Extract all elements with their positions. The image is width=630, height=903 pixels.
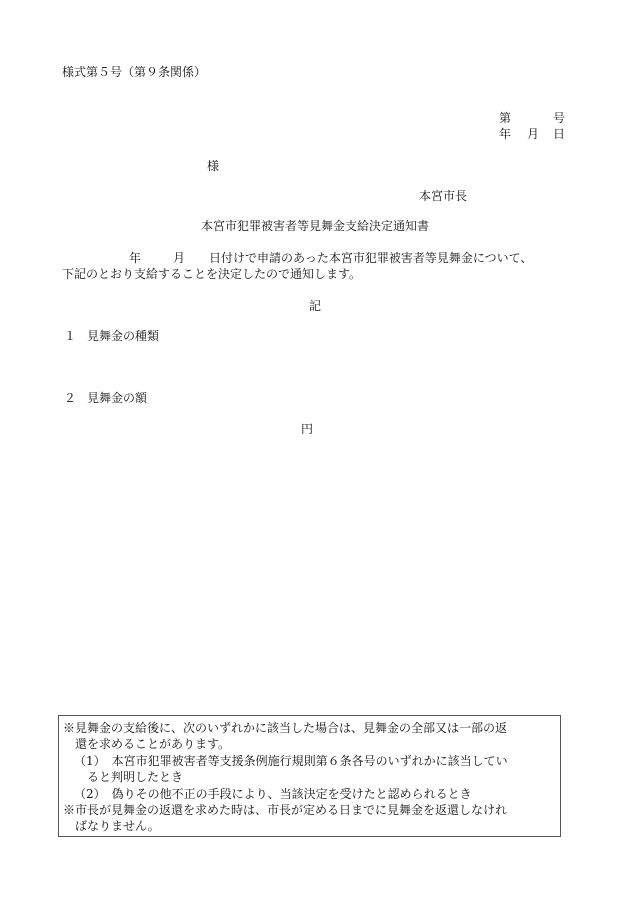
yen-unit: 円	[301, 422, 314, 436]
date-day: 日	[553, 127, 566, 141]
doc-number-go: 号	[553, 111, 566, 125]
date-year: 年	[499, 127, 512, 141]
date-month: 月	[527, 127, 540, 141]
body-month: 月	[173, 251, 186, 265]
item-label-kind: 見舞金の種類	[87, 329, 160, 343]
doc-number-dai: 第	[499, 111, 512, 125]
document-title: 本宮市犯罪被害者等見舞金支給決定通知書	[200, 219, 429, 233]
ki-heading: 記	[308, 299, 321, 313]
body-text: 日付けで申請のあった本宮市犯罪被害者等見舞金について、	[209, 251, 533, 265]
notice-line: 還を求めることがあります。	[75, 737, 231, 751]
item-number: １	[64, 329, 77, 343]
addressee-suffix: 様	[207, 159, 220, 173]
item-label-amount: 見舞金の額	[87, 391, 148, 405]
notice-line: ※見舞金の支給後に、次のいずれかに該当した場合は、見舞金の全部又は一部の返	[63, 721, 508, 735]
notice-line: （2） 偽りその他不正の手段により、当該決定を受けたと認められるとき	[74, 787, 472, 801]
notice-line: ※市長が見舞金の返還を求めた時は、市長が定める日までに見舞金を返還しなけれ	[63, 803, 508, 817]
body-text-line2: 下記のとおり支給することを決定したので通知します。	[62, 267, 362, 281]
issuer: 本宮市長	[419, 189, 468, 203]
body-year: 年	[129, 251, 142, 265]
notice-line: ると判明したとき	[87, 770, 184, 784]
notice-line: （1） 本宮市犯罪被害者等支援条例施行規則第６条各号のいずれかに該当してい	[74, 754, 508, 768]
item-number: ２	[64, 391, 77, 405]
notice-box	[58, 715, 561, 837]
form-number: 様式第５号（第９条関係）	[62, 65, 207, 79]
notice-line: ばなりません。	[75, 819, 160, 833]
